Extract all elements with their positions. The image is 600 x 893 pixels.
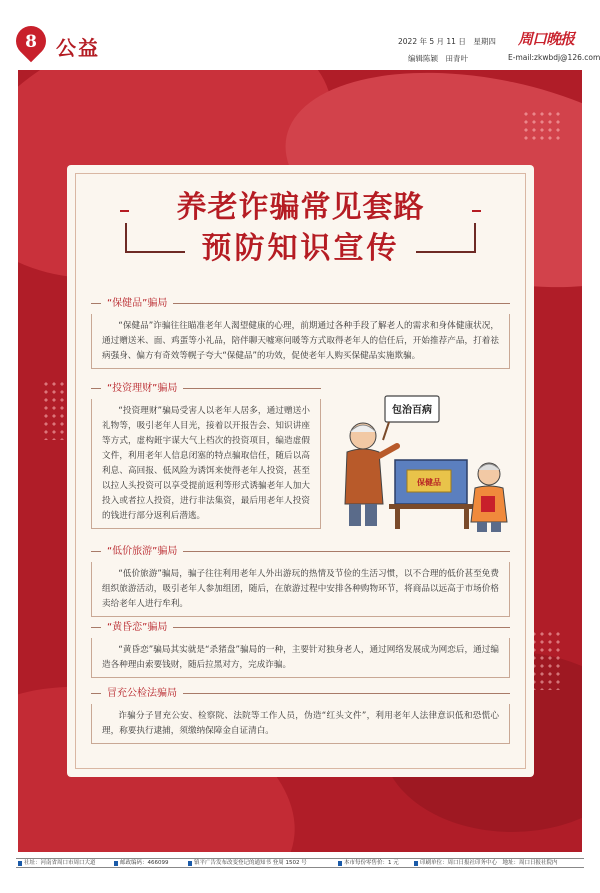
footer-address: 社址：河南省周口市周口大道	[18, 859, 96, 868]
scam-section-romance	[91, 621, 510, 678]
salesman-leg	[365, 504, 377, 526]
dot-pattern	[522, 110, 562, 140]
salesman-leg	[349, 504, 361, 526]
scam-section-fake-police	[91, 687, 510, 744]
section-text: “投资理财”骗局受害人以老年人居多，通过赠送小礼物等，吸引老年人目光，接着以开报告会、知识讲座等方式，虚构銋宇谋大气上档次的投资项目，编造虚假文件，利用老年人信息闭塞的特点骗取信任，随后以高利息、高回报、低风险为诱饵来使得老年人投资，甚至以拉人头投资可以享受提前返利等形式诱骗老年人加大投入或者拉人投资，进行非法集资，最后用老年人投资的钱进行部分返利后潜逃。	[102, 406, 310, 521]
scam-section-health-products	[91, 297, 510, 369]
issue-date: 2022 年 5 月 11 日 星期四	[398, 37, 496, 46]
table-leg	[464, 509, 469, 529]
section-header	[91, 382, 321, 396]
sign-pole	[383, 422, 389, 440]
footer-price: 本市每份零售价：1 元	[338, 859, 399, 868]
section-header	[91, 545, 510, 559]
section-label: “投资理财”骗局	[101, 382, 183, 396]
scam-section-cheap-travel	[91, 545, 510, 617]
scam-illustration	[337, 392, 517, 534]
section-label: “保健品”骗局	[101, 297, 173, 311]
section-text: 诈骗分子冒充公安、检察院、法院等工作人员，伪造“红头文件”，利用老年人法律意识低和恐慌心理，称要执行逮捕，须缴纳保障金自证清白。	[102, 711, 499, 736]
editor-credit: 编辑陈颖 田青叶	[408, 54, 468, 63]
elderly-hair	[478, 464, 500, 470]
title-dash	[120, 210, 129, 212]
elderly-scam-illustration	[337, 392, 517, 534]
section-text: “保健品”诈骗往往瞄准老年人渴望健康的心理，前期通过各种手段了解老人的需求和身体健康状况，通过赠送米、面、鸡蛋等小礼品，陪伴聊天嘘寒问暖等方式取得老年人的信任后，开始推荐产品，打着祛病强身、偏方有奇效等幌子夸大“保健品”的功效，促使老年人购买保健品实施欺骗。	[102, 321, 499, 361]
section-header	[91, 687, 510, 701]
newspaper-footer	[16, 858, 584, 868]
section-text: “低价旅游”骗局，骗子往往利用老年人外出游玩的热情及节俭的生活习惯，以不合理的低价甚至免费组织旅游活动，吸引老年人参加组团，随后，在旅游过程中安排各种购物环节，将商品以远高于市场价格卖给老年人进行牟利。	[102, 569, 499, 609]
title-dash	[472, 210, 481, 212]
footer-postcode: 邮政编码：466099	[114, 859, 169, 868]
section-body	[91, 562, 510, 617]
elderly-leg	[477, 522, 487, 532]
elderly-bag	[481, 496, 495, 512]
section-body	[91, 638, 510, 678]
poster-title-line1: 养老诈骗常见套路	[176, 190, 425, 225]
contact-email: E-mail:zkwbdj@126.com	[508, 53, 600, 62]
section-header	[91, 297, 510, 311]
masthead-logo: 周口晚报	[518, 30, 575, 48]
scam-section-investment	[91, 382, 321, 529]
newspaper-header	[0, 0, 600, 70]
page-number: 8	[25, 32, 37, 52]
section-name: 公益	[56, 36, 100, 60]
sign-text: 包治百病	[392, 405, 432, 416]
section-header	[91, 621, 510, 635]
section-label: “低价旅游”骗局	[101, 545, 183, 559]
footer-ad-license: 镇平广告发布改变登记的通知书 登周 1502 号	[188, 859, 307, 868]
footer-printer: 印刷单位：周口日报社印务中心 地址：周口日报社院内	[414, 859, 558, 868]
section-body	[91, 399, 321, 529]
poster-card	[67, 165, 534, 777]
section-label: “黄昏恋”骗局	[101, 621, 173, 635]
section-text: “黄昏恋”骗局其实就是“杀猪盘”骗局的一种，主要针对独身老人，通过网络发展成为网恋后，通过编造各种理由索要钱财，随后拉黑对方，完成诈骗。	[102, 645, 499, 670]
section-body	[91, 704, 510, 744]
salesman-arm	[379, 446, 397, 456]
product-label-text: 保健品	[417, 478, 441, 487]
section-body	[91, 314, 510, 369]
section-label: 冒充公检法骗局	[101, 687, 183, 701]
table-top	[389, 504, 475, 509]
poster-title-line2: 预防知识宣传	[201, 231, 400, 266]
table-leg	[395, 509, 400, 529]
elderly-leg	[491, 522, 501, 532]
